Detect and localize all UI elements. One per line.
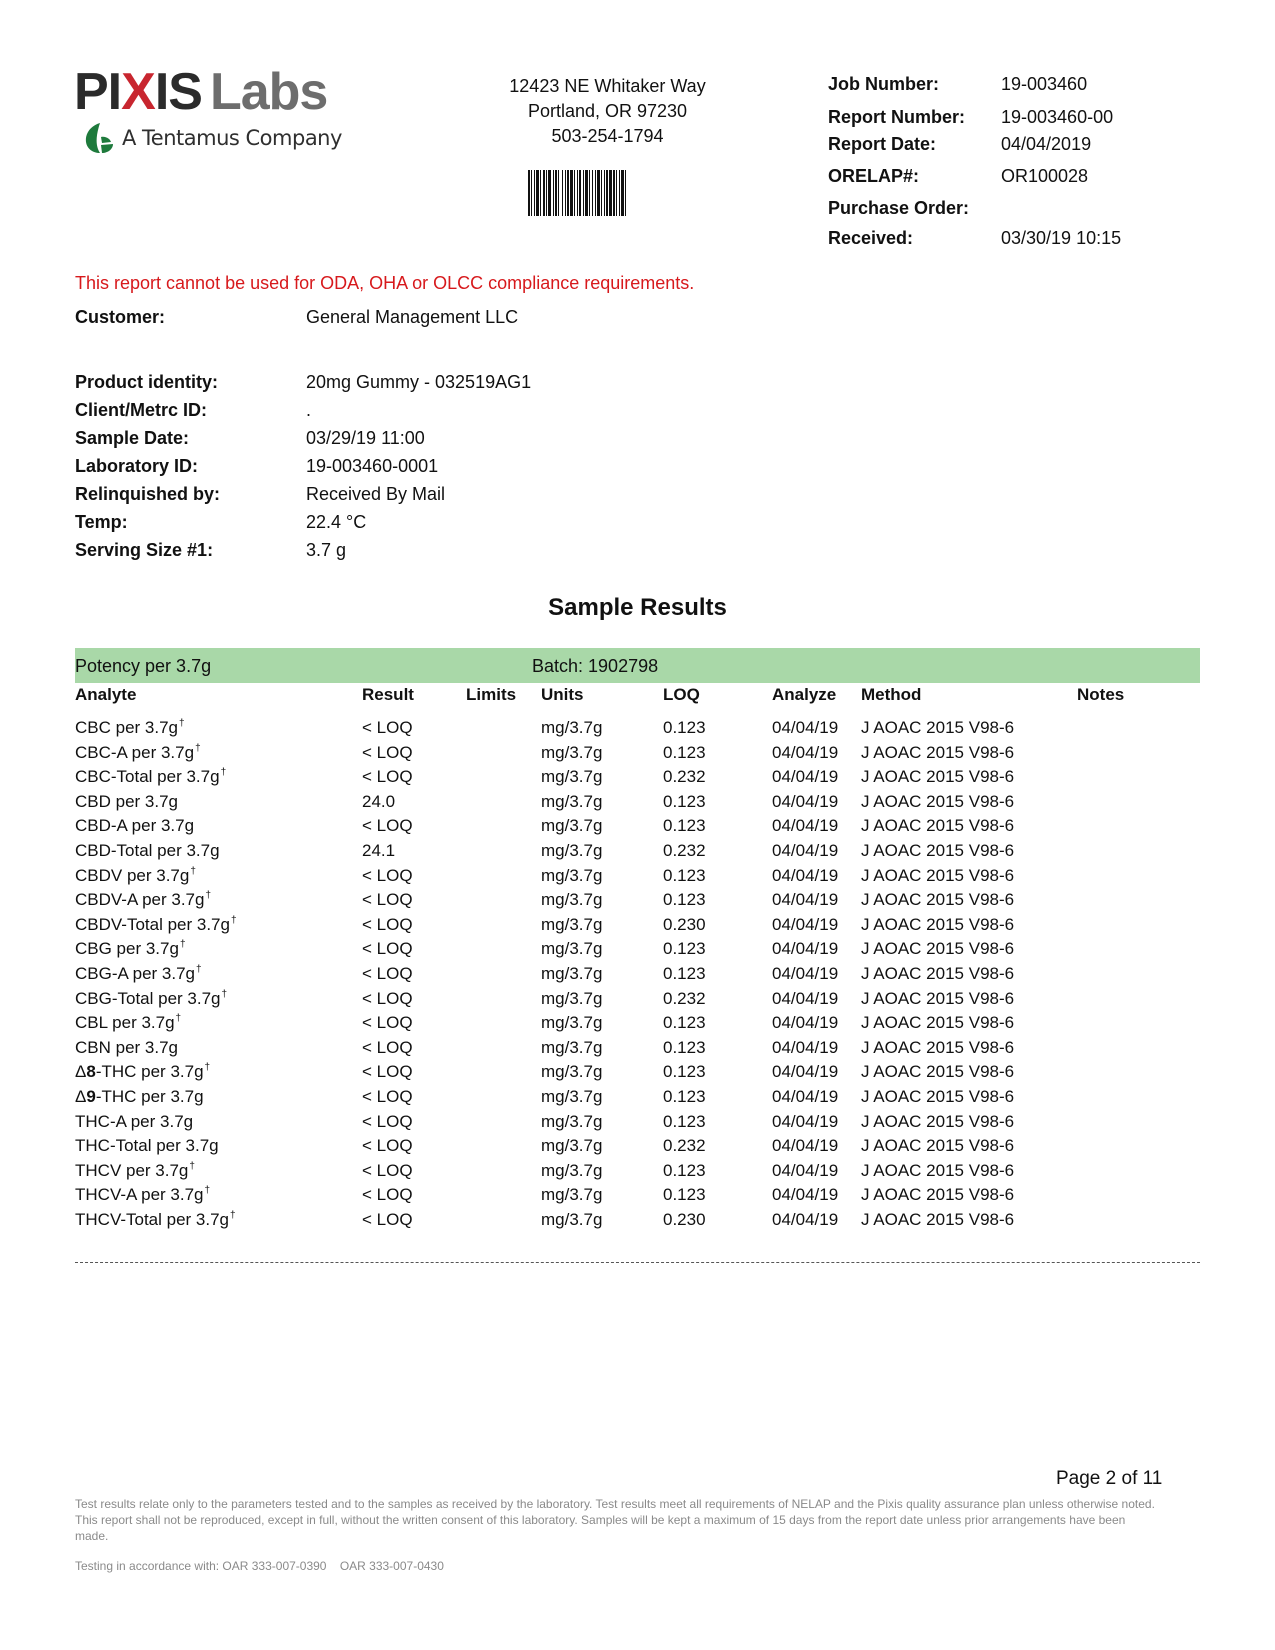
cell-analyte xyxy=(75,1136,219,1156)
cell-loq: 0.123 xyxy=(663,1013,706,1033)
cell-units: mg/3.7g xyxy=(541,1087,603,1106)
cell-analyze: 04/04/19 xyxy=(772,1210,839,1229)
compliance-warning: This report cannot be used for ODA, OHA or OLCC compliance requirements. xyxy=(75,273,695,293)
cell-loq: 0.230 xyxy=(663,1210,706,1229)
analyte-name: CBD-A per 3.7g xyxy=(75,816,195,836)
cell-analyte xyxy=(75,964,202,984)
cell-loq: 0.232 xyxy=(663,1136,706,1156)
barcode-icon xyxy=(528,170,670,216)
cell-units: mg/3.7g xyxy=(541,939,603,959)
dagger-footnote-mark: † xyxy=(204,1062,211,1074)
dagger-footnote-mark: † xyxy=(195,742,201,754)
cell-result: 24.1 xyxy=(362,841,396,860)
analyte-name: CBC-Total per 3.7g xyxy=(75,767,220,787)
table-row xyxy=(75,939,1200,964)
cell-analyze: 04/04/19 xyxy=(772,791,839,811)
cell-analyze: 04/04/19 xyxy=(772,1087,839,1106)
results-table-header xyxy=(75,685,1200,711)
analyte-name: CBDV-A per 3.7g xyxy=(75,890,205,910)
cell-analyte xyxy=(75,915,237,935)
cell-method: J AOAC 2015 V98-6 xyxy=(861,1013,1015,1033)
cell-units: mg/3.7g xyxy=(541,964,603,983)
info-relinquished-by xyxy=(75,484,445,505)
cell-method: J AOAC 2015 V98-6 xyxy=(861,939,1015,959)
cell-units: mg/3.7g xyxy=(541,791,603,811)
analyte-name: THC-Total per 3.7g xyxy=(75,1136,219,1156)
cell-units: mg/3.7g xyxy=(541,742,603,762)
info-label: Laboratory ID: xyxy=(75,456,199,476)
delta-symbol: Δ xyxy=(75,1087,87,1106)
meta-label: ORELAP#: xyxy=(828,166,920,186)
cell-method: J AOAC 2015 V98-6 xyxy=(861,718,1015,737)
info-client-metrc-id xyxy=(75,400,311,421)
cell-units: mg/3.7g xyxy=(541,865,603,885)
logo-tagline-row xyxy=(82,120,342,156)
cell-loq: 0.123 xyxy=(663,1111,706,1131)
info-laboratory-id xyxy=(75,456,438,477)
testing-standards: Testing in accordance with: OAR 333-007-0390 OAR 333-007-0430 xyxy=(75,1559,444,1573)
cell-result: < LOQ xyxy=(362,1160,413,1180)
table-row xyxy=(75,1161,1200,1186)
cell-result: < LOQ xyxy=(362,742,413,762)
cell-units: mg/3.7g xyxy=(541,890,603,910)
delta-symbol: Δ xyxy=(75,1062,87,1082)
cell-loq: 0.123 xyxy=(663,791,706,811)
cell-analyte xyxy=(75,718,185,738)
info-label: Temp: xyxy=(75,512,128,532)
analyte-name: CBC per 3.7g xyxy=(75,718,178,737)
cell-analyze: 04/04/19 xyxy=(772,890,839,910)
cell-result: < LOQ xyxy=(362,1062,413,1082)
cell-analyte xyxy=(75,1013,181,1033)
cell-analyze: 04/04/19 xyxy=(772,816,839,836)
info-label: Serving Size #1: xyxy=(75,540,214,560)
cell-units: mg/3.7g xyxy=(541,1160,603,1180)
cell-loq: 0.123 xyxy=(663,1185,706,1205)
cell-analyte xyxy=(75,816,194,836)
info-value: 22.4 °C xyxy=(306,512,367,532)
cell-analyze: 04/04/19 xyxy=(772,964,839,983)
potency-band xyxy=(75,648,1200,683)
cell-method: J AOAC 2015 V98-6 xyxy=(861,1062,1015,1082)
meta-value: OR100028 xyxy=(1001,166,1089,186)
cell-result: < LOQ xyxy=(362,964,413,983)
analyte-name: CBC-A per 3.7g xyxy=(75,742,195,762)
logo-text-labs: Labs xyxy=(209,63,328,121)
table-row xyxy=(75,1013,1200,1038)
cell-units: mg/3.7g xyxy=(541,1111,603,1131)
col-loq: LOQ xyxy=(663,685,700,704)
cell-method: J AOAC 2015 V98-6 xyxy=(861,1185,1015,1205)
cell-result: 24.0 xyxy=(362,791,396,811)
table-row xyxy=(75,866,1200,891)
cell-loq: 0.123 xyxy=(663,890,706,910)
cell-units: mg/3.7g xyxy=(541,988,603,1008)
meta-received xyxy=(828,228,1121,249)
cell-method: J AOAC 2015 V98-6 xyxy=(861,1037,1015,1057)
dagger-footnote-mark: † xyxy=(220,767,227,779)
cell-analyze: 04/04/19 xyxy=(772,1062,839,1082)
table-row xyxy=(75,718,1200,743)
cell-analyte xyxy=(75,890,211,910)
logo-text-is: IS xyxy=(154,63,202,121)
address-city: Portland, OR 97230 xyxy=(527,101,688,121)
analyte-name: CBD-Total per 3.7g xyxy=(75,841,220,860)
cell-analyze: 04/04/19 xyxy=(772,1160,839,1180)
dagger-footnote-mark: † xyxy=(179,939,186,951)
col-notes: Notes xyxy=(1077,685,1125,704)
cell-analyze: 04/04/19 xyxy=(772,841,839,860)
cell-analyze: 04/04/19 xyxy=(772,1013,839,1033)
col-analyte: Analyte xyxy=(75,685,137,704)
meta-job-number xyxy=(828,74,1087,95)
table-row xyxy=(75,816,1200,841)
analyte-name: THCV per 3.7g xyxy=(75,1160,189,1180)
col-units: Units xyxy=(541,685,584,704)
meta-label: Purchase Order: xyxy=(828,198,970,218)
cell-loq: 0.123 xyxy=(663,1087,706,1106)
meta-report-date xyxy=(828,134,1091,155)
cell-result: < LOQ xyxy=(362,767,413,787)
info-label: Client/Metrc ID: xyxy=(75,400,208,420)
cell-loq: 0.232 xyxy=(663,841,706,860)
table-row xyxy=(75,890,1200,915)
cell-analyze: 04/04/19 xyxy=(772,742,839,762)
dagger-footnote-mark: † xyxy=(205,890,212,902)
info-temp xyxy=(75,512,366,533)
cell-loq: 0.232 xyxy=(663,767,706,787)
cell-analyze: 04/04/19 xyxy=(772,914,839,934)
cell-method: J AOAC 2015 V98-6 xyxy=(861,914,1015,934)
table-row xyxy=(75,1112,1200,1137)
info-value: 03/29/19 11:00 xyxy=(306,428,425,448)
table-row xyxy=(75,1136,1200,1161)
cell-loq: 0.123 xyxy=(663,1160,706,1180)
logo-text-x: X xyxy=(121,63,155,121)
logo-text-pi: PI xyxy=(74,63,122,121)
dagger-footnote-mark: † xyxy=(230,914,237,926)
info-value: 19-003460-0001 xyxy=(306,456,439,476)
cell-units: mg/3.7g xyxy=(541,1185,603,1205)
analyte-name: CBG per 3.7g xyxy=(75,939,179,959)
cell-analyte xyxy=(75,792,178,812)
cell-method: J AOAC 2015 V98-6 xyxy=(861,1160,1015,1180)
disclaimer-text: Test results relate only to the parameters tested and to the samples as received by the laboratory. Test results meet all requirements of NELAP and the Pixis quality assurance plan unless otherwise noted. This report shall not be reproduced, except in full, without the written consent of this laboratory. Samples will be kept a maximum of 15 days from the report date unless prior arrangements have been made. xyxy=(75,1497,1155,1543)
analyte-name: CBD per 3.7g xyxy=(75,791,178,811)
cell-analyze: 04/04/19 xyxy=(772,865,839,885)
table-row xyxy=(75,1087,1200,1112)
dagger-footnote-mark: † xyxy=(179,718,185,729)
cell-method: J AOAC 2015 V98-6 xyxy=(861,841,1015,860)
cell-result: < LOQ xyxy=(362,1037,413,1057)
potency-label: Potency per 3.7g xyxy=(75,656,212,676)
dagger-footnote-mark: † xyxy=(196,964,202,975)
info-label: Sample Date: xyxy=(75,428,190,448)
cell-method: J AOAC 2015 V98-6 xyxy=(861,988,1015,1008)
logo-tagline: A Tentamus Company xyxy=(122,126,342,150)
cell-result: < LOQ xyxy=(362,1111,413,1131)
table-end-divider xyxy=(75,1262,1200,1263)
cell-units: mg/3.7g xyxy=(541,1062,603,1082)
cell-method: J AOAC 2015 V98-6 xyxy=(861,890,1015,910)
cell-analyze: 04/04/19 xyxy=(772,1136,839,1156)
cell-method: J AOAC 2015 V98-6 xyxy=(861,742,1015,762)
pixis-labs-logo xyxy=(74,63,354,166)
analyte-name: CBG-A per 3.7g xyxy=(75,964,196,983)
dagger-footnote-mark: † xyxy=(189,1160,195,1172)
cell-loq: 0.123 xyxy=(663,1037,706,1057)
customer-value: General Management LLC xyxy=(306,307,519,327)
cell-analyze: 04/04/19 xyxy=(772,718,839,737)
cell-loq: 0.123 xyxy=(663,1062,706,1082)
meta-label: Job Number: xyxy=(828,74,940,94)
cell-result: < LOQ xyxy=(362,890,413,910)
cell-result: < LOQ xyxy=(362,988,413,1008)
col-analyze: Analyze xyxy=(772,685,837,704)
cell-analyte xyxy=(75,1185,210,1205)
lab-address xyxy=(480,74,735,149)
cell-result: < LOQ xyxy=(362,1087,413,1106)
analyte-name: -THC per 3.7g xyxy=(95,1087,204,1106)
logo-wordmark xyxy=(74,63,354,121)
col-limits: Limits xyxy=(466,685,517,704)
cell-analyte xyxy=(75,1038,178,1058)
table-row xyxy=(75,964,1200,989)
cell-units: mg/3.7g xyxy=(541,1210,603,1229)
cell-analyze: 04/04/19 xyxy=(772,767,839,787)
info-value: 3.7 g xyxy=(306,540,347,560)
cell-analyze: 04/04/19 xyxy=(772,1037,839,1057)
analyte-name: CBL per 3.7g xyxy=(75,1013,175,1033)
table-row xyxy=(75,1185,1200,1210)
cell-units: mg/3.7g xyxy=(541,767,603,787)
address-phone: 503-254-1794 xyxy=(551,126,664,146)
cell-method: J AOAC 2015 V98-6 xyxy=(861,865,1015,885)
cell-result: < LOQ xyxy=(362,939,413,959)
dagger-footnote-mark: † xyxy=(230,1210,236,1221)
cell-method: J AOAC 2015 V98-6 xyxy=(861,1087,1015,1106)
cell-analyte xyxy=(75,1062,210,1082)
meta-value: 03/30/19 10:15 xyxy=(1001,228,1122,248)
table-row xyxy=(75,743,1200,768)
cell-result: < LOQ xyxy=(362,914,413,934)
cell-units: mg/3.7g xyxy=(541,1013,603,1033)
cell-loq: 0.123 xyxy=(663,939,706,959)
cell-analyte xyxy=(75,1161,195,1181)
info-value: Received By Mail xyxy=(306,484,446,504)
meta-value: 04/04/2019 xyxy=(1001,134,1092,154)
cell-analyze: 04/04/19 xyxy=(772,939,839,959)
table-row xyxy=(75,1210,1200,1235)
dagger-footnote-mark: † xyxy=(175,1013,182,1025)
table-row xyxy=(75,767,1200,792)
cell-units: mg/3.7g xyxy=(541,1136,603,1156)
table-row xyxy=(75,841,1200,866)
cell-method: J AOAC 2015 V98-6 xyxy=(861,816,1015,836)
page-number: Page 2 of 11 xyxy=(1056,1468,1163,1489)
cell-analyze: 04/04/19 xyxy=(772,1185,839,1205)
tentamus-leaf-icon xyxy=(82,120,118,156)
table-row xyxy=(75,915,1200,940)
col-result: Result xyxy=(362,685,414,704)
info-sample-date xyxy=(75,428,425,449)
cell-result: < LOQ xyxy=(362,816,413,836)
cell-loq: 0.123 xyxy=(663,964,706,983)
batch-label: Batch: 1902798 xyxy=(532,656,659,676)
cell-analyze: 04/04/19 xyxy=(772,1111,839,1131)
delta-number: 8 xyxy=(86,1062,96,1082)
cell-loq: 0.123 xyxy=(663,742,706,762)
info-product-identity xyxy=(75,372,531,393)
cell-method: J AOAC 2015 V98-6 xyxy=(861,1136,1015,1156)
meta-value: 19-003460 xyxy=(1001,74,1088,94)
cell-analyte xyxy=(75,841,220,861)
table-row xyxy=(75,1038,1200,1063)
cell-analyte xyxy=(75,1210,236,1230)
table-row xyxy=(75,792,1200,817)
info-label: Relinquished by: xyxy=(75,484,221,504)
cell-method: J AOAC 2015 V98-6 xyxy=(861,791,1015,811)
cell-units: mg/3.7g xyxy=(541,914,603,934)
cell-analyte xyxy=(75,1112,193,1132)
delta-number: 9 xyxy=(86,1087,96,1106)
cell-analyte xyxy=(75,767,226,787)
cell-units: mg/3.7g xyxy=(541,1037,603,1057)
cell-units: mg/3.7g xyxy=(541,816,603,836)
cell-method: J AOAC 2015 V98-6 xyxy=(861,767,1015,787)
cell-loq: 0.232 xyxy=(663,988,706,1008)
customer-label: Customer: xyxy=(75,307,166,327)
cell-analyte xyxy=(75,743,201,763)
cell-loq: 0.123 xyxy=(663,865,706,885)
info-value: . xyxy=(306,400,312,420)
cell-loq: 0.123 xyxy=(663,816,706,836)
cell-units: mg/3.7g xyxy=(541,841,603,860)
meta-orelap xyxy=(828,166,1088,187)
meta-label: Report Number: xyxy=(828,107,966,127)
cell-result: < LOQ xyxy=(362,718,413,737)
cell-units: mg/3.7g xyxy=(541,718,603,737)
cell-result: < LOQ xyxy=(362,865,413,885)
meta-purchase-order xyxy=(828,198,1001,219)
cell-result: < LOQ xyxy=(362,1013,413,1033)
sample-results-title: Sample Results xyxy=(548,594,727,621)
table-row xyxy=(75,989,1200,1014)
analyte-name: -THC per 3.7g xyxy=(95,1062,204,1082)
cell-method: J AOAC 2015 V98-6 xyxy=(861,964,1015,983)
address-street: 12423 NE Whitaker Way xyxy=(509,76,706,96)
dagger-footnote-mark: † xyxy=(221,988,228,1000)
table-row xyxy=(75,1062,1200,1087)
dagger-footnote-mark: † xyxy=(190,865,196,877)
cell-analyte xyxy=(75,866,196,886)
meta-label: Report Date: xyxy=(828,134,937,154)
cell-loq: 0.123 xyxy=(663,718,706,737)
analyte-name: THCV-A per 3.7g xyxy=(75,1185,204,1205)
analyte-name: CBN per 3.7g xyxy=(75,1037,178,1057)
meta-report-number xyxy=(828,107,1113,128)
cell-method: J AOAC 2015 V98-6 xyxy=(861,1111,1015,1131)
cell-analyte xyxy=(75,939,186,959)
info-label: Product identity: xyxy=(75,372,218,392)
cell-method: J AOAC 2015 V98-6 xyxy=(861,1210,1015,1229)
cell-loq: 0.230 xyxy=(663,914,706,934)
cell-result: < LOQ xyxy=(362,1136,413,1156)
col-method: Method xyxy=(861,685,922,704)
info-serving-size xyxy=(75,540,346,561)
analyte-name: CBDV per 3.7g xyxy=(75,865,190,885)
analyte-name: CBDV-Total per 3.7g xyxy=(75,914,230,934)
customer-row xyxy=(75,307,518,328)
meta-label: Received: xyxy=(828,228,914,248)
cell-analyte xyxy=(75,989,227,1009)
analyte-name: THCV-Total per 3.7g xyxy=(75,1210,230,1229)
analyte-name: CBG-Total per 3.7g xyxy=(75,988,221,1008)
analyte-name: THC-A per 3.7g xyxy=(75,1111,194,1131)
cell-result: < LOQ xyxy=(362,1185,413,1205)
dagger-footnote-mark: † xyxy=(204,1185,211,1197)
cell-analyze: 04/04/19 xyxy=(772,988,839,1008)
info-value: 20mg Gummy - 032519AG1 xyxy=(306,372,532,392)
meta-value: 19-003460-00 xyxy=(1001,107,1114,127)
cell-analyte xyxy=(75,1087,204,1107)
cell-result: < LOQ xyxy=(362,1210,413,1229)
